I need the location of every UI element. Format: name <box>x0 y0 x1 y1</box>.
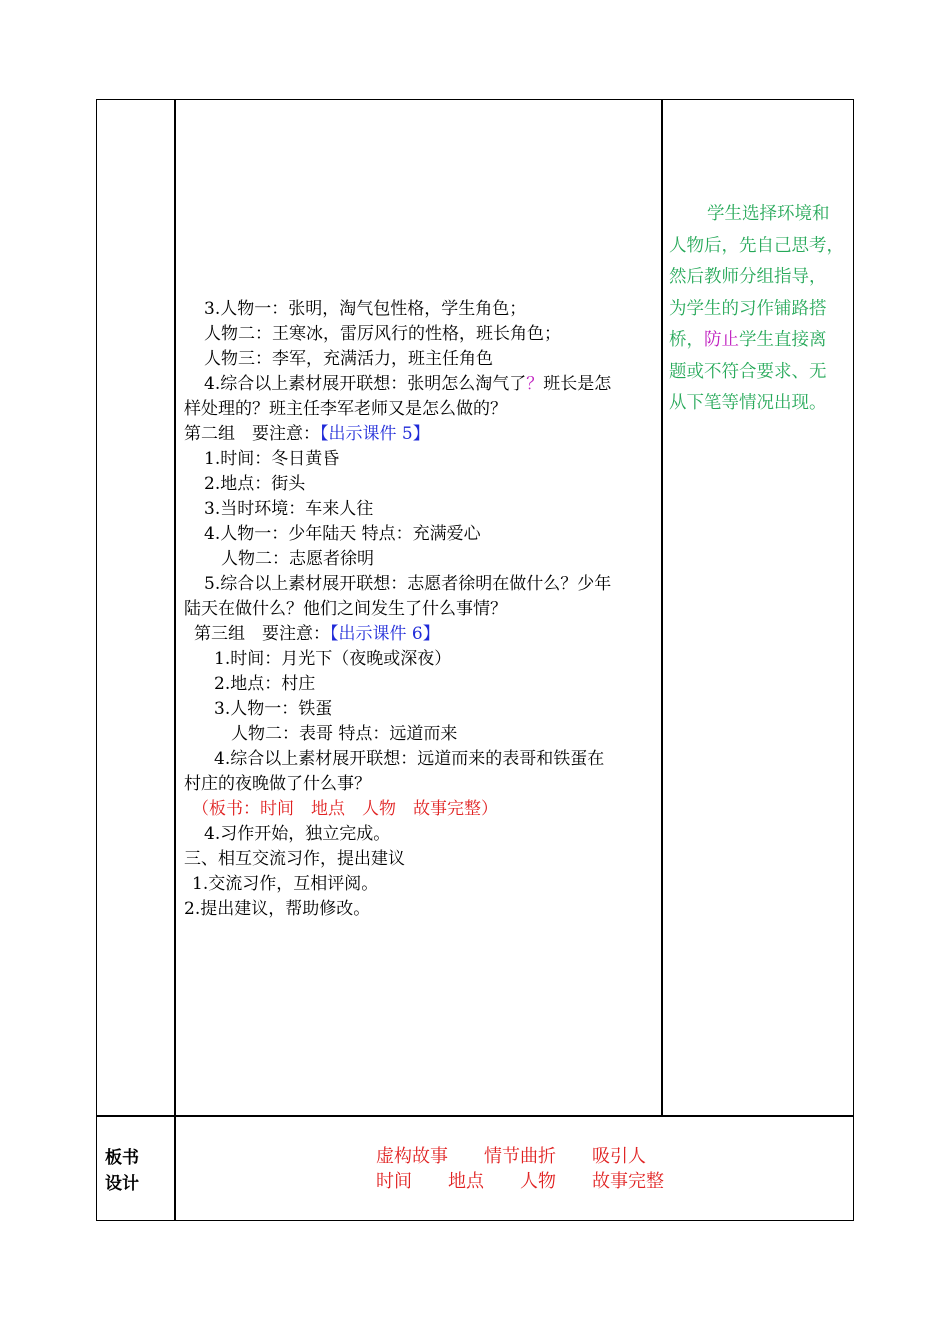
text-line: 陆天在做什么？他们之间发生了什么事情？ <box>184 599 507 619</box>
text-line: 人物二：表哥 特点：远道而来 <box>231 724 458 744</box>
group-three-heading <box>184 622 662 647</box>
text-line: 人物二：志愿者徐明 <box>221 549 374 569</box>
text-line: 3.当时环境：车来人往 <box>204 499 374 519</box>
text-line: 样处理的？班主任李军老师又是怎么做的？ <box>184 399 507 419</box>
side-segment: 桥， <box>669 330 704 350</box>
section-three-title: 三、相互交流习作，提出建议 <box>184 849 405 869</box>
text-line: 2.地点：街头 <box>204 474 306 494</box>
text-line: 4.习作开始，独立完成。 <box>204 824 391 844</box>
board-row: 时间 地点 人物 故事完整 <box>376 1171 664 1192</box>
side-line: 然后教师分组指导， <box>669 267 827 287</box>
text-line: 2.提出建议，帮助修改。 <box>184 899 371 919</box>
label-line: 设计 <box>105 1174 139 1194</box>
text-line: 3.人物一：张明，淘气包性格，学生角色； <box>204 299 527 319</box>
text-segment: 班长是怎 <box>543 374 612 394</box>
text-line <box>184 372 662 397</box>
design-intent-column <box>669 199 849 420</box>
table-divider-left <box>174 99 176 1221</box>
group-label: 第二组 要注意： <box>184 424 320 444</box>
text-line: 1.时间：冬日黄昏 <box>204 449 340 469</box>
board-design-content <box>376 1144 664 1194</box>
label-line: 板书 <box>105 1148 139 1168</box>
text-line: 1.交流习作，互相评阅。 <box>192 874 379 894</box>
group-label: 第三组 要注意： <box>194 624 330 644</box>
text-line: 3.人物一：铁蛋 <box>214 699 333 719</box>
board-design-label <box>105 1145 139 1197</box>
text-line: 人物三：李军，充满活力，班主任角色 <box>204 349 493 369</box>
board-note: （板书：时间 地点 人物 故事完整） <box>192 799 498 819</box>
courseware-link: 【出示课件 6】 <box>330 624 440 644</box>
table-divider-board <box>96 1115 854 1117</box>
side-highlight: 防止 <box>704 330 739 350</box>
side-line: 为学生的习作铺路搭 <box>669 298 827 319</box>
side-line: 题或不符合要求、无 <box>669 361 827 382</box>
text-line: 4.人物一：少年陆天 特点：充满爱心 <box>204 524 481 544</box>
text-line: 1.时间：月光下（夜晚或深夜） <box>214 649 452 669</box>
text-line: 4.综合以上素材展开联想：远道而来的表哥和铁蛋在 <box>214 749 605 769</box>
lesson-process-column <box>184 297 662 922</box>
question-mark: ？ <box>526 374 544 394</box>
courseware-link: 【出示课件 5】 <box>320 424 430 444</box>
text-line: 5.综合以上素材展开联想：志愿者徐明在做什么？少年 <box>204 574 612 594</box>
side-line <box>669 325 849 357</box>
group-two-heading <box>184 422 662 447</box>
text-segment: 4.综合以上素材展开联想：张明怎么淘气了 <box>204 374 527 394</box>
text-line: 人物二：王寒冰，雷厉风行的性格，班长角色； <box>204 324 561 344</box>
side-segment: 学生直接离 <box>739 330 827 350</box>
text-line: 村庄的夜晚做了什么事？ <box>184 774 371 794</box>
side-line: 人物后，先自己思考， <box>669 235 844 256</box>
side-line: 学生选择环境和 <box>707 204 830 224</box>
side-line: 从下笔等情况出现。 <box>669 393 827 413</box>
text-line: 2.地点：村庄 <box>214 674 316 694</box>
board-row: 虚构故事 情节曲折 吸引人 <box>376 1146 646 1167</box>
